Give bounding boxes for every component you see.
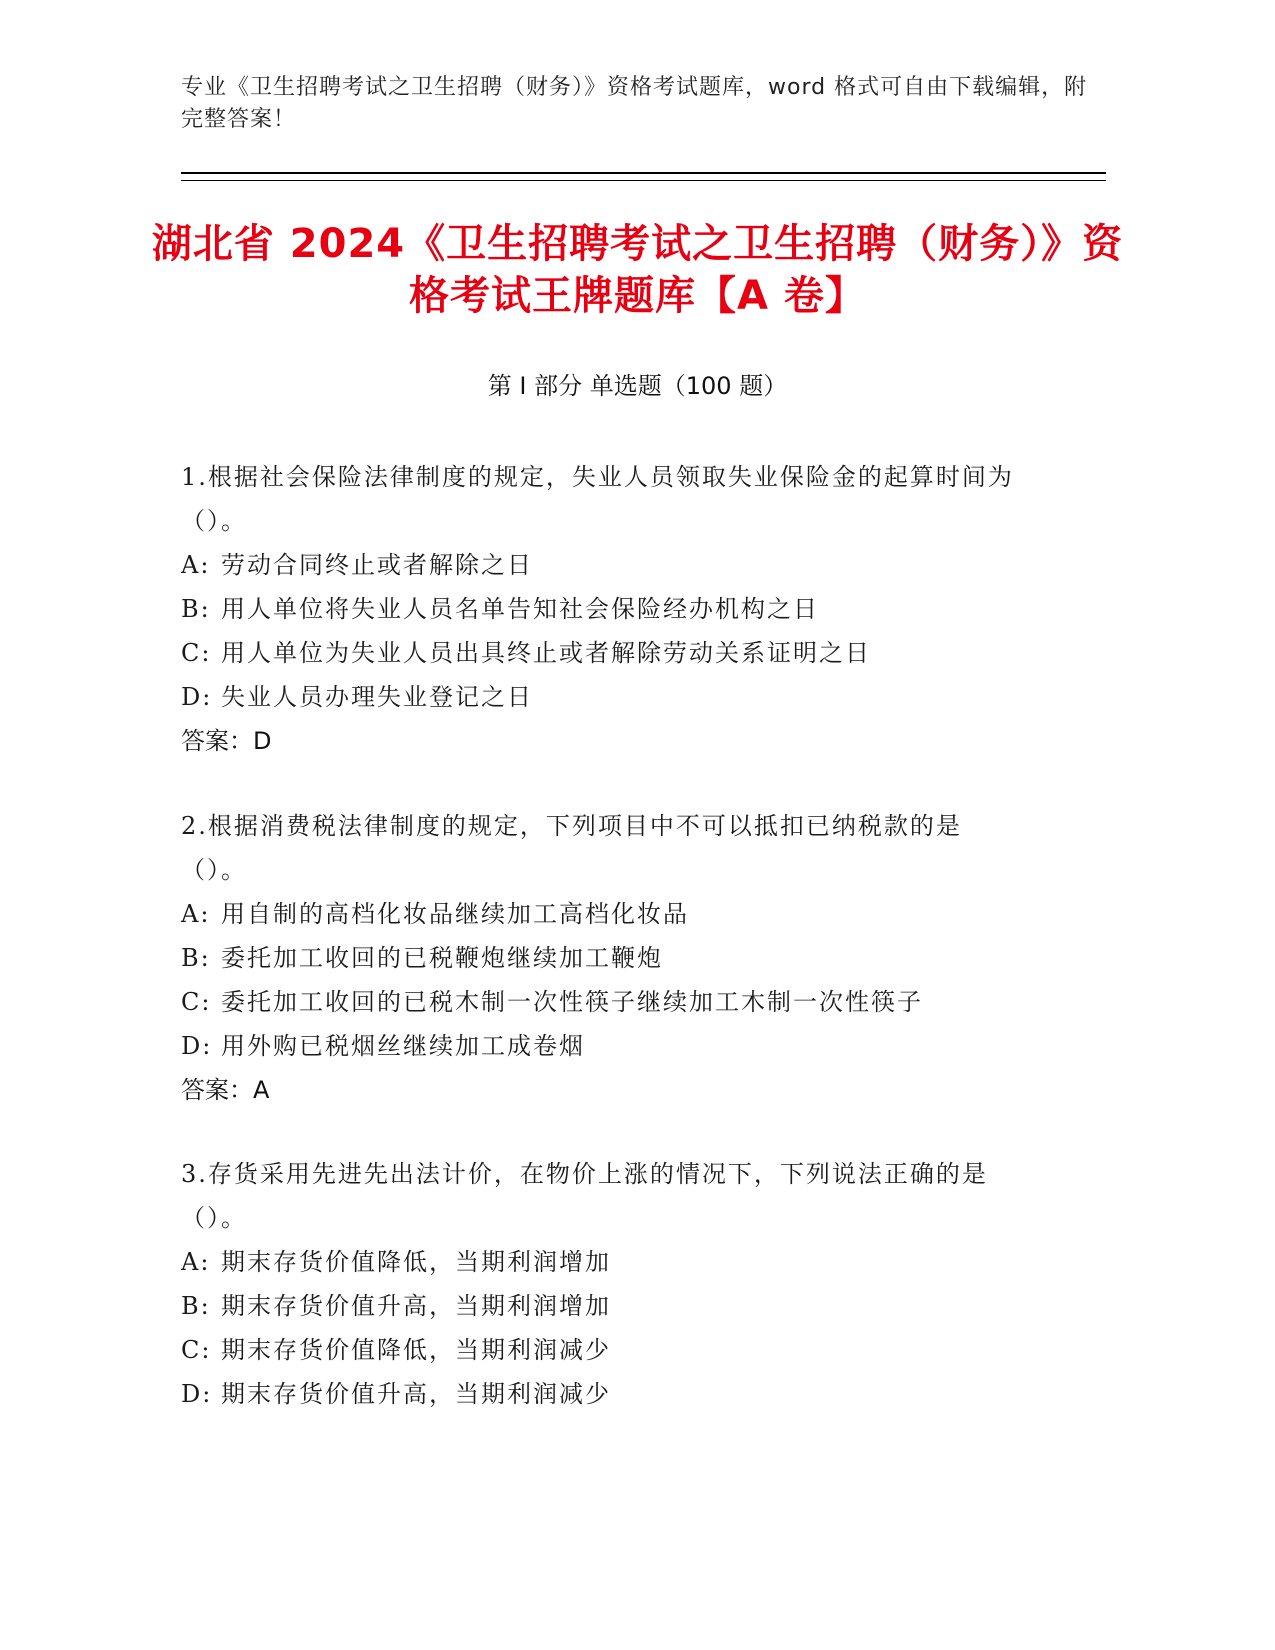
option-text: 用自制的高档化妆品继续加工高档化妆品 bbox=[221, 900, 689, 928]
option-text: 失业人员办理失业登记之日 bbox=[221, 683, 533, 711]
question-2 bbox=[181, 804, 1021, 1112]
section-heading: 第 I 部分 单选题（100 题） bbox=[487, 372, 788, 400]
option-d bbox=[181, 675, 1021, 719]
option-d bbox=[181, 1372, 1021, 1416]
question-3 bbox=[181, 1152, 1021, 1416]
option-d bbox=[181, 1024, 1021, 1068]
option-text: 委托加工收回的已税木制一次性筷子继续加工木制一次性筷子 bbox=[221, 988, 923, 1016]
question-text: 2.根据消费税法律制度的规定，下列项目中不可以抵扣已纳税款的是（）。 bbox=[181, 812, 962, 884]
option-text: 期末存货价值降低，当期利润增加 bbox=[221, 1248, 611, 1276]
header-note: 专业《卫生招聘考试之卫生招聘（财务）》资格考试题库，word 格式可自由下载编辑，附完整答案！ bbox=[181, 75, 1088, 132]
option-key: B: bbox=[181, 595, 211, 623]
answer: 答案：A bbox=[181, 1076, 270, 1104]
option-b bbox=[181, 587, 1021, 631]
option-key: A: bbox=[181, 1248, 211, 1276]
option-key: D: bbox=[181, 683, 213, 711]
option-a bbox=[181, 1240, 1021, 1284]
document-title: 湖北省 2024《卫生招聘考试之卫生招聘（财务）》资格考试王牌题库【A 卷】 bbox=[151, 221, 1124, 319]
option-text: 用人单位为失业人员出具终止或者解除劳动关系证明之日 bbox=[221, 639, 871, 667]
option-text: 委托加工收回的已税鞭炮继续加工鞭炮 bbox=[221, 944, 663, 972]
answer: 答案：D bbox=[181, 727, 272, 755]
option-text: 用人单位将失业人员名单告知社会保险经办机构之日 bbox=[221, 595, 819, 623]
option-text: 用外购已税烟丝继续加工成卷烟 bbox=[221, 1032, 585, 1060]
option-key: B: bbox=[181, 944, 211, 972]
option-key: D: bbox=[181, 1380, 213, 1408]
question-text: 1.根据社会保险法律制度的规定，失业人员领取失业保险金的起算时间为（）。 bbox=[181, 463, 1014, 535]
option-c bbox=[181, 980, 1021, 1024]
question-text: 3.存货采用先进先出法计价，在物价上涨的情况下，下列说法正确的是（）。 bbox=[181, 1160, 988, 1232]
option-key: D: bbox=[181, 1032, 213, 1060]
option-key: C: bbox=[181, 988, 212, 1016]
option-key: B: bbox=[181, 1292, 211, 1320]
option-text: 期末存货价值升高，当期利润增加 bbox=[221, 1292, 611, 1320]
option-key: C: bbox=[181, 1336, 212, 1364]
option-text: 期末存货价值降低，当期利润减少 bbox=[221, 1336, 611, 1364]
option-a bbox=[181, 543, 1021, 587]
option-b bbox=[181, 1284, 1021, 1328]
option-key: A: bbox=[181, 551, 211, 579]
option-b bbox=[181, 936, 1021, 980]
option-text: 劳动合同终止或者解除之日 bbox=[221, 551, 533, 579]
option-key: C: bbox=[181, 639, 212, 667]
option-a bbox=[181, 892, 1021, 936]
header-rule-thin bbox=[181, 180, 1106, 181]
option-c bbox=[181, 1328, 1021, 1372]
question-1 bbox=[181, 455, 1021, 763]
option-key: A: bbox=[181, 900, 211, 928]
option-c bbox=[181, 631, 1021, 675]
option-text: 期末存货价值升高，当期利润减少 bbox=[221, 1380, 611, 1408]
header-rule-thick bbox=[181, 172, 1106, 174]
